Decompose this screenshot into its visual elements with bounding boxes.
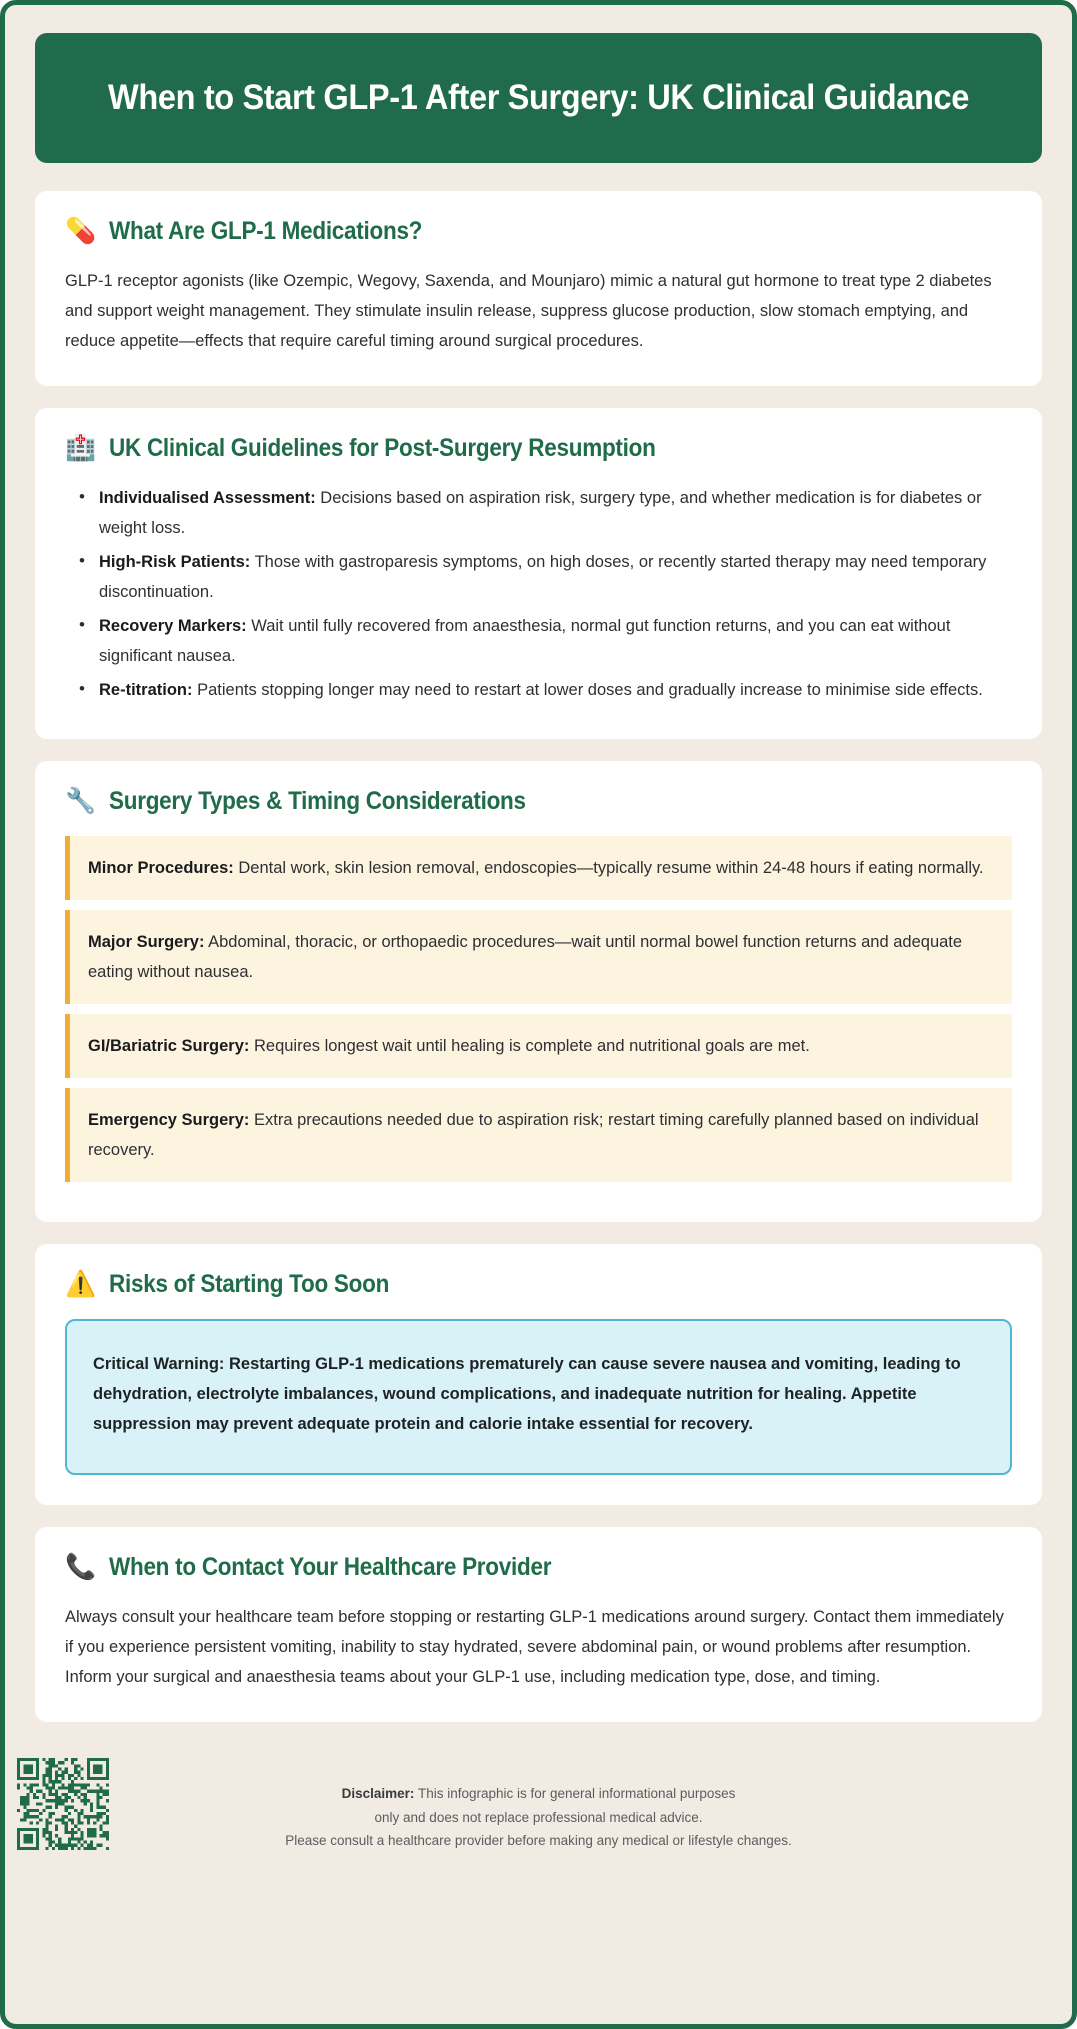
list-item-text: Patients stopping longer may need to restart at lower doses and gradually increase to minimise side effects. — [192, 681, 983, 700]
disclaimer-text — [35, 1766, 1042, 1852]
section-header — [65, 1553, 1012, 1582]
surgery-type-box — [65, 836, 1012, 900]
surgery-type-box — [65, 1088, 1012, 1182]
wrench-icon: 🔧 — [65, 787, 97, 816]
guidelines-list — [65, 483, 1012, 705]
page-title: When to Start GLP-1 After Surgery: UK Clinical Guidance — [108, 78, 969, 117]
section-header — [65, 434, 1012, 463]
list-item — [71, 675, 1012, 705]
list-item-lead: Individualised Assessment: — [99, 489, 316, 508]
hospital-icon: 🏥 — [65, 434, 97, 463]
qr-code — [17, 1758, 109, 1850]
surgery-type-lead: Major Surgery: — [88, 933, 205, 952]
section-title-uk-guidelines: UK Clinical Guidelines for Post-Surgery Resumption — [109, 434, 656, 463]
surgery-type-text: Dental work, skin lesion removal, endoscopies—typically resume within 24-48 hours if eating normally. — [233, 859, 984, 878]
section-surgery-types — [35, 761, 1042, 1222]
disclaimer-line-2: only and does not replace professional medical advice. — [374, 1809, 703, 1825]
disclaimer-line-3: Please consult a healthcare provider before making any medical or lifestyle changes. — [285, 1832, 792, 1848]
section-header — [65, 787, 1012, 816]
section-title-what-are-glp1: What Are GLP-1 Medications? — [109, 217, 423, 245]
section-title-contact-provider: When to Contact Your Healthcare Provider — [109, 1553, 552, 1582]
list-item-text: Decisions based on aspiration risk, surgery type, and whether medication is for diabetes or weight loss. — [99, 489, 982, 538]
surgery-type-lead: Emergency Surgery: — [88, 1111, 250, 1130]
section-title-risks: Risks of Starting Too Soon — [109, 1270, 390, 1299]
section-header — [65, 217, 1012, 246]
section-paragraph: Always consult your healthcare team before stopping or restarting GLP-1 medications around surgery. Contact them immediately if you experience persistent vomiting, inability to stay hydrated, severe abdominal pain, or wound problems after resumption. Inform your surgical and anaesthesia teams about your GLP-1 use, including medication type, dose, and timing. — [65, 1608, 1004, 1687]
surgery-type-text: Requires longest wait until healing is complete and nutritional goals are met. — [249, 1037, 810, 1056]
list-item — [71, 611, 1012, 671]
surgery-type-text: Abdominal, thoracic, or orthopaedic procedures—wait until normal bowel function returns and adequate eating without nausea. — [88, 933, 963, 982]
pill-icon: 💊 — [65, 217, 97, 245]
list-item — [71, 547, 1012, 607]
telephone-icon: 📞 — [65, 1553, 97, 1582]
section-risks — [35, 1244, 1042, 1505]
surgery-type-box — [65, 910, 1012, 1004]
list-item-lead: Re-titration: — [99, 681, 193, 700]
surgery-type-lead: Minor Procedures: — [88, 859, 234, 878]
page-footer — [35, 1744, 1042, 1878]
list-item-text: Wait until fully recovered from anaesthesia, normal gut function returns, and you can eat without significant nausea. — [99, 617, 951, 666]
section-uk-guidelines — [35, 408, 1042, 739]
list-item-lead: Recovery Markers: — [99, 617, 247, 636]
section-paragraph: GLP-1 receptor agonists (like Ozempic, Wegovy, Saxenda, and Mounjaro) mimic a natural gut hormone to treat type 2 diabetes and support weight management. They stimulate insulin release, suppress glucose production, slow stomach emptying, and reduce appetite—effects that require careful timing around surgical procedures. — [65, 272, 992, 351]
list-item-text: Those with gastroparesis symptoms, on high doses, or recently started therapy may need temporary discontinuation. — [99, 553, 987, 602]
section-contact-provider — [35, 1527, 1042, 1722]
surgery-type-lead: GI/Bariatric Surgery: — [88, 1037, 250, 1056]
section-header — [65, 1270, 1012, 1299]
surgery-type-text: Extra precautions needed due to aspiration risk; restart timing carefully planned based on individual recovery. — [88, 1111, 979, 1160]
disclaimer-lead: Disclaimer: — [341, 1786, 415, 1802]
list-item — [71, 483, 1012, 543]
section-what-are-glp1 — [35, 191, 1042, 386]
surgery-type-box — [65, 1014, 1012, 1078]
warning-triangle-icon: ⚠️ — [65, 1270, 97, 1299]
page-header — [35, 33, 1042, 163]
section-title-surgery-types: Surgery Types & Timing Considerations — [109, 787, 526, 816]
list-item-lead: High-Risk Patients: — [99, 553, 251, 572]
disclaimer-line-1: This infographic is for general informational purposes — [414, 1786, 736, 1802]
critical-warning-box: Critical Warning: Restarting GLP-1 medications prematurely can cause severe nausea and vomiting, leading to dehydration, electrolyte imbalances, wound complications, and inadequate nutrition for healing. Appetite suppression may prevent adequate protein and calorie intake essential for recovery. — [65, 1319, 1012, 1475]
